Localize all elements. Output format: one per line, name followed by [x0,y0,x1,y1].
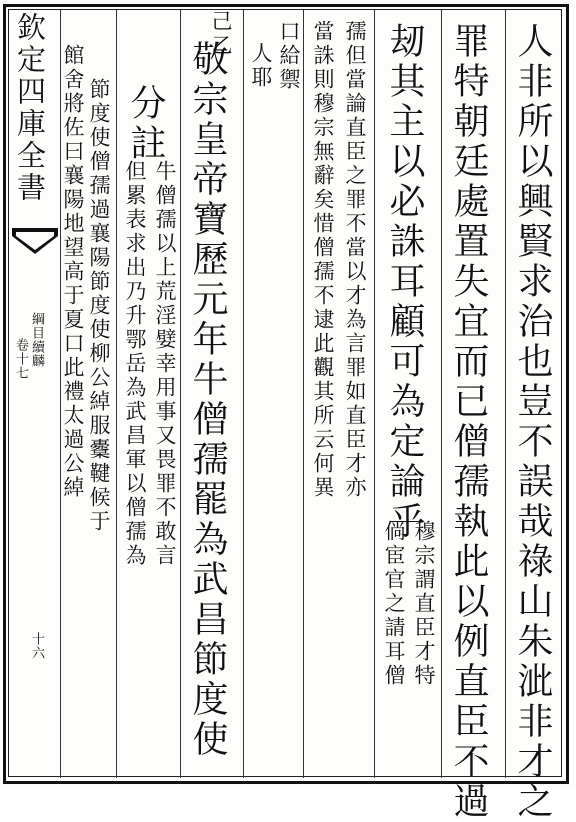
text-column-1: 人非所以興賢求治也豈不誤哉祿山朱泚非才之 [512,22,553,822]
column-rule [116,10,117,778]
column-rule [303,10,304,778]
column-rule [243,10,244,778]
annotation-column-4b: 當誅則穆宗無辭矣惜僧孺不逮此觀其所云何異 [311,20,335,500]
work-title: 綱目續麟 [29,312,44,368]
column-rule [180,10,181,778]
text-column-3: 刼其主以必誅耳顧可為定論乎 [384,22,425,542]
column-rule [374,10,375,778]
book-title: 欽定四庫全書 [13,12,47,204]
annotation-column-5a: 口給禦 [277,20,301,92]
column-rule [441,10,442,778]
heading-entry: 敬宗皇帝寶歷元年牛僧孺罷為武昌節度使 [187,40,228,760]
volume-number: 卷十七 [13,338,28,380]
subnote-column-a: 牛僧孺以上荒淫嬖幸用事又畏罪不敢言 [153,160,177,568]
fishtail-mark-icon [12,228,58,254]
subnote-label: 分註 [125,84,166,164]
subnote-column-c: 節度使僧孺過襄陽節度使柳公綽服櫜鞬候于 [87,78,111,534]
annotation-column-4a: 孺但當論直臣之罪不當以才為言罪如直臣才亦 [343,20,367,500]
subnote-column-d: 館舍將佐曰襄陽地望高于夏口此禮太過公綽 [61,44,85,500]
annotation-column-3b: 倘宦官之請耳僧 [382,520,406,688]
text-column-2: 罪特朝廷處置失宜而已僧孺執此以例直臣不過 [448,22,489,822]
column-rule [505,10,506,778]
annotation-column-5b: 人耶 [249,42,273,90]
page-number: 十六 [29,632,44,660]
cyclical-year-marker: 己乙 [209,10,233,58]
annotation-column-3a: 穆宗謂直臣才特 [412,520,436,688]
subnote-column-b: 但累表求出乃升鄂岳為武昌軍以僧孺為 [123,160,147,568]
